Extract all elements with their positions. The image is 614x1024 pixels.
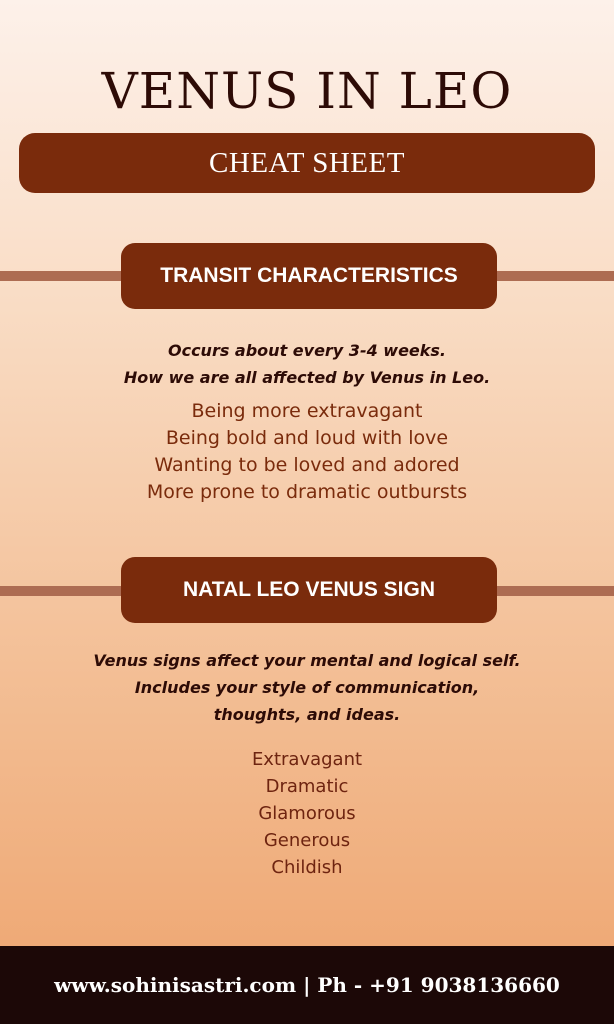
cheat-sheet-banner <box>19 133 595 193</box>
natal-section-header <box>121 557 497 623</box>
natal-intro-line: Includes your style of communication, <box>134 678 480 697</box>
natal-intro-line: thoughts, and ideas. <box>213 705 401 724</box>
natal-trait-item: Dramatic <box>265 776 349 797</box>
footer-bar <box>0 946 614 1024</box>
natal-intro <box>0 647 614 728</box>
transit-traits-list <box>0 398 614 506</box>
natal-trait-item: Extravagant <box>251 749 363 770</box>
footer-contact-text: www.sohinisastri.com | Ph - +91 9038136660 <box>54 973 560 997</box>
transit-trait-item: Being bold and loud with love <box>165 427 449 449</box>
natal-trait-item: Generous <box>263 830 351 851</box>
transit-section-header <box>121 243 497 309</box>
natal-intro-line: Venus signs affect your mental and logical self. <box>93 651 521 670</box>
transit-intro-line: How we are all affected by Venus in Leo. <box>123 368 491 387</box>
transit-intro-line: Occurs about every 3-4 weeks. <box>167 341 447 360</box>
natal-trait-item: Glamorous <box>258 803 356 824</box>
natal-heading: NATAL LEO VENUS SIGN <box>182 578 436 601</box>
transit-trait-item: More prone to dramatic outbursts <box>146 481 468 503</box>
natal-traits-list <box>0 746 614 881</box>
transit-heading: TRANSIT CHARACTERISTICS <box>160 264 458 287</box>
natal-trait-item: Childish <box>271 857 343 878</box>
page-title: VENUS IN LEO <box>101 62 513 120</box>
transit-trait-item: Being more extravagant <box>191 400 423 422</box>
cheat-sheet-label: CHEAT SHEET <box>209 146 405 179</box>
transit-trait-item: Wanting to be loved and adored <box>154 454 460 476</box>
transit-intro <box>0 337 614 391</box>
